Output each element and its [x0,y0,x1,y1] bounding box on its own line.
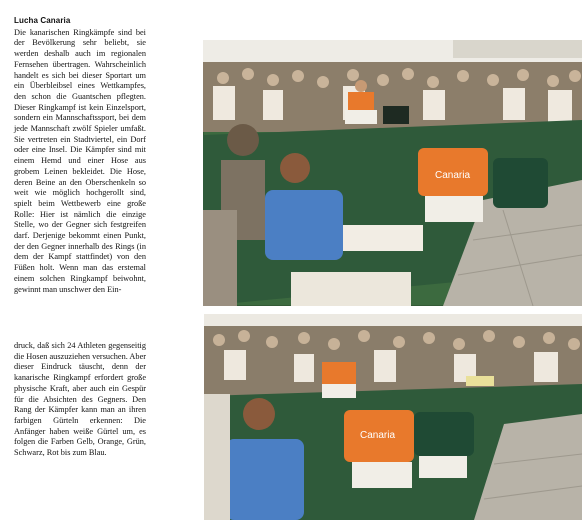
article-body-bottom: druck, daß sich 24 Athleten gegenseitig die Hosen auszuziehen versuchen. Aber dieser Eindruck täuscht, denn der kanarische Ringkampf erfordert große physische Kraft, aber auch ein Gespür für die Absichten des Gegners. Den Rang der Kämpfer kann man an ihren farbigen Gürteln erkennen: Die Anfänger haben weiße Gürtel um, es folgen die Farben Gelb, Orange, Grün, Schwarz, Rot bis zum Blau. [14,341,147,458]
article-kicker: Lucha Canaria [14,16,71,25]
wrestling-photo-top [203,40,582,306]
wrestling-photo-bottom [204,314,582,520]
article-body-top: Die kanarischen Ringkämpfe sind bei der Bevölkerung sehr beliebt, sie werden deshalb auch im regionalen Fernsehen übertragen. Wahrscheinlich handelt es sich bei dieser Sportart um ein Überbleibsel eines Wettkampfes, den schon die Guantschen pflegten. Dieser Ringkampf ist kein Einzelsport, sondern ein Mannschaftssport, bei dem jede Mannschaft zwölf Spieler umfaßt. Sie vertreten ein Stadtviertel, ein Dorf oder eine Insel. Die Kämpfer sind mit einem Hemd und einer Hose aus grobem Leinen bekleidet. Die Hose, deren Beine an den Oberschenkeln so weit wie möglich hochgerollt sind, spielt beim Wettbewerb eine große Rolle: Hier ist nämlich die einzige Stelle, wo der Gegner sich festgreifen darf. Derjenige bekommt einen Punkt, der den Gegner innerhalb des Rings (in dem der Kampf stattfindet) von den Füßen holt. Wenn man das erstemal einem solchen Ringkampf beiwohnt, gewinnt man unschwer den Ein- [14,27,146,294]
wrestling-scene-top [203,40,582,306]
shirt-print-bottom: Canaria [360,430,396,441]
article-column-top [14,16,146,295]
article-column-bottom [14,341,146,459]
wrestling-scene-bottom [204,314,582,520]
shirt-print-top: Canaria [435,170,471,181]
